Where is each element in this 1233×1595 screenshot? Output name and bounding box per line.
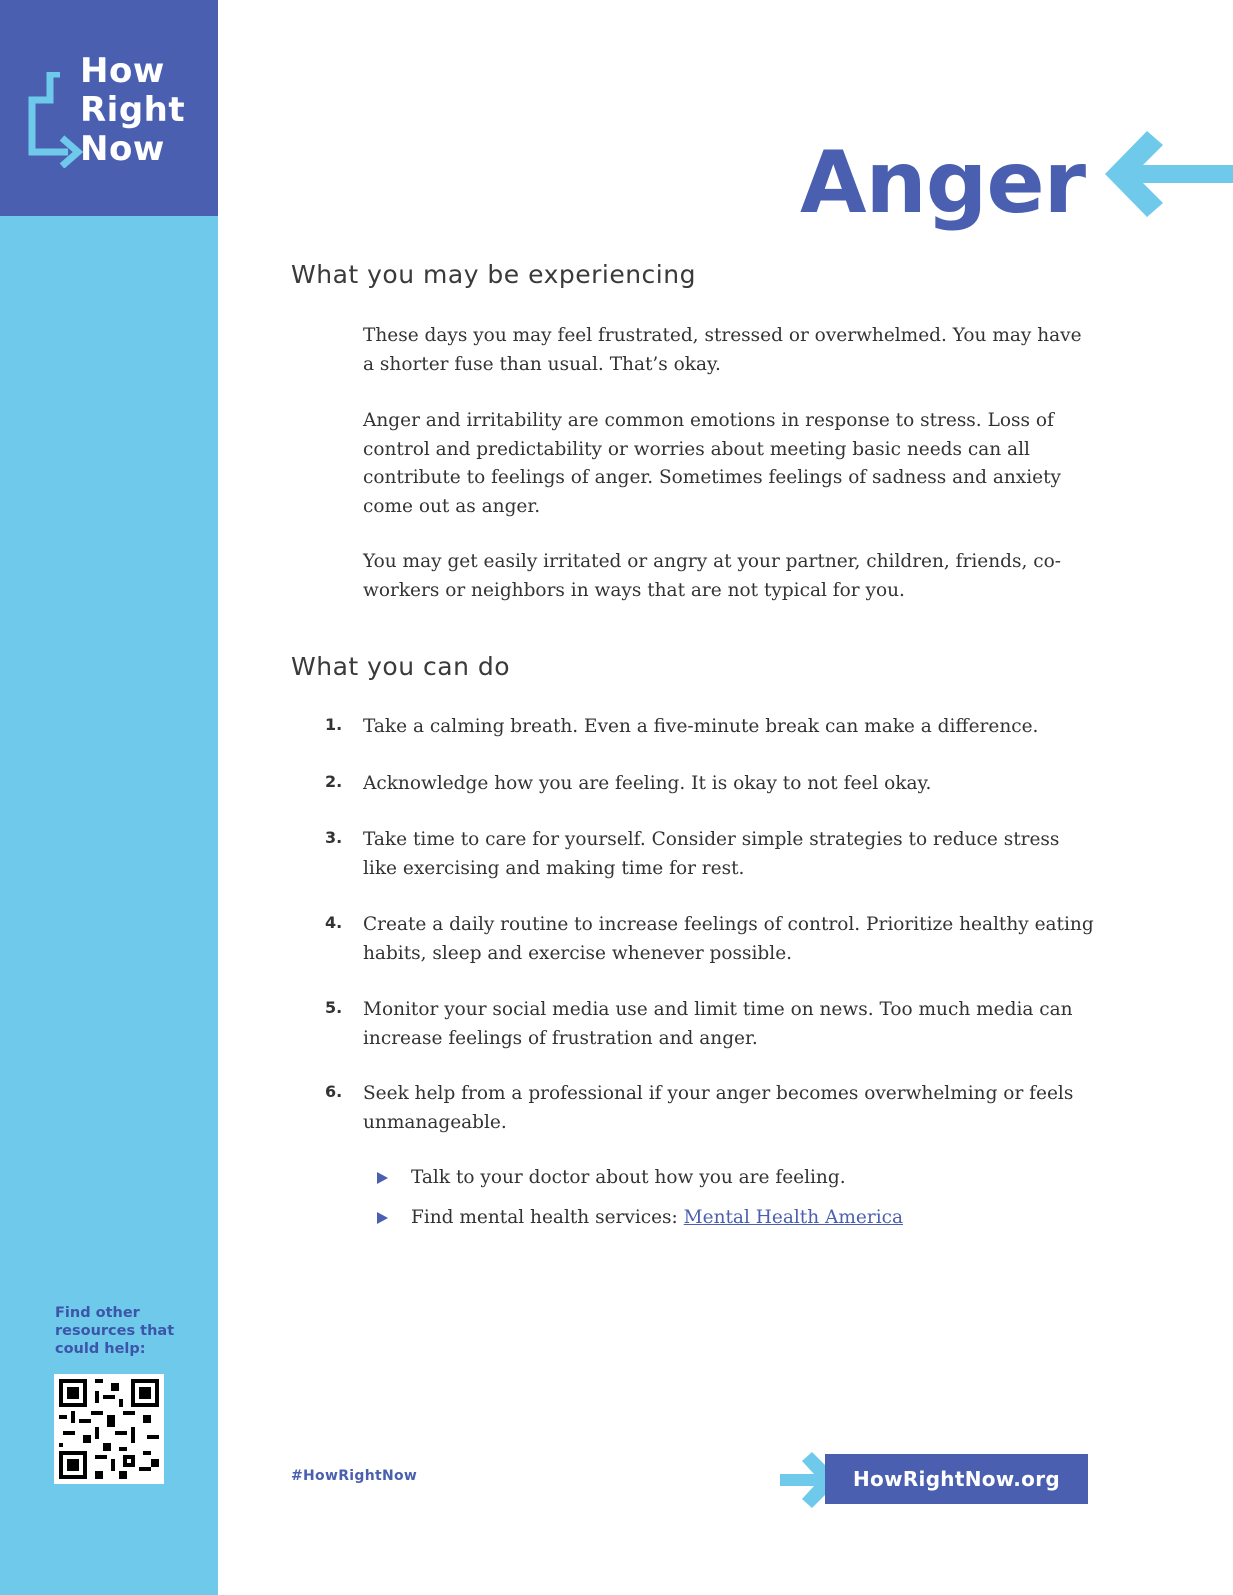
list-number: 1.	[325, 715, 343, 734]
website-link[interactable]: HowRightNow.org	[825, 1454, 1088, 1504]
arrow-left-icon	[1105, 131, 1233, 217]
mental-health-america-link[interactable]: Mental Health America	[683, 1207, 903, 1228]
website-badge[interactable]	[780, 1450, 1090, 1510]
list-text: Take time to care for yourself. Consider simple strategies to reduce stress like exercising and making time for rest.	[363, 829, 1060, 879]
logo-arrow-icon	[26, 72, 86, 168]
brand-logo[interactable]	[0, 0, 218, 216]
logo-line-3: Now	[80, 129, 165, 169]
list-number: 2.	[325, 772, 343, 791]
sidebar	[0, 0, 218, 1595]
logo-line-1: How	[80, 51, 165, 91]
section-heading-experiencing: What you may be experiencing	[291, 260, 696, 289]
resources-text: Find other resources that could help:	[55, 1305, 175, 1357]
logo-wordmark	[80, 52, 185, 169]
title-block	[800, 128, 1233, 238]
qr-code-graphic	[59, 1379, 159, 1479]
list-text: Create a daily routine to increase feelings of control. Prioritize healthy eating habits, sleep and exercise whenever possible.	[363, 914, 1094, 964]
sub-list-text: Find mental health services:	[411, 1207, 684, 1228]
paragraph: Anger and irritability are common emotions in response to stress. Loss of control and predictability or worries about meeting basic needs can all contribute to feelings of anger. Sometimes feelings of sadness and anxiety come out as anger.	[363, 410, 1061, 517]
bullet-triangle-icon	[377, 1172, 388, 1184]
sub-list-text-wrap	[411, 1204, 903, 1232]
page-title: Anger	[800, 133, 1086, 233]
bullet-triangle-icon	[377, 1212, 388, 1224]
list-number: 5.	[325, 998, 343, 1017]
list-text: Seek help from a professional if your anger becomes overwhelming or feels unmanageable.	[363, 1083, 1074, 1133]
list-text: Monitor your social media use and limit time on news. Too much media can increase feelings of frustration and anger.	[363, 999, 1073, 1049]
list-number: 3.	[325, 828, 343, 847]
logo-line-2: Right	[80, 90, 186, 130]
paragraph: You may get easily irritated or angry at your partner, children, friends, co-workers or neighbors in ways that are not typical for you.	[363, 551, 1061, 601]
sub-list-text: Talk to your doctor about how you are feeling.	[411, 1167, 846, 1188]
list-text: Take a calming breath. Even a five-minute break can make a difference.	[363, 716, 1039, 737]
list-text: Acknowledge how you are feeling. It is okay to not feel okay.	[363, 773, 932, 794]
hashtag: #HowRightNow	[291, 1468, 418, 1484]
qr-code-icon[interactable]	[54, 1374, 164, 1484]
list-number: 6.	[325, 1082, 343, 1101]
paragraph: These days you may feel frustrated, stressed or overwhelmed. You may have a shorter fuse than usual. That’s okay.	[363, 325, 1082, 375]
section-heading-what-you-can-do: What you can do	[291, 652, 511, 681]
list-number: 4.	[325, 913, 343, 932]
